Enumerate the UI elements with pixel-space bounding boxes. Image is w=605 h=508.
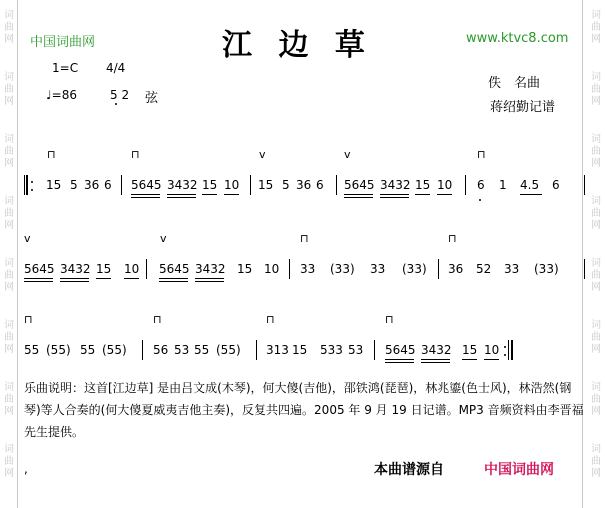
repeat-dot [504,346,506,348]
bar-line [146,259,147,279]
song-title: 江 边 草 [222,28,373,63]
watermark-text: 词曲网 [4,72,14,107]
note-group: 5 [282,178,290,192]
note-group: (33) [534,262,559,276]
note-group: 33 [504,262,520,276]
composer-credit: 佚 名曲 [488,76,541,91]
watermark-text: 词曲网 [591,258,601,293]
underline-beam [421,359,450,360]
down-bow-mark: ⊓ [153,313,162,326]
watermark-text: 词曲网 [591,382,601,417]
watermark-text: 词曲网 [591,134,601,169]
bar-line [256,340,257,360]
note-group: 1 [499,178,507,192]
note-group: 53 [348,343,364,357]
note-group: 15 [46,178,62,192]
repeat-dot [504,354,506,356]
down-bow-mark: ⊓ [300,232,309,245]
bar-line [438,259,439,279]
underline-beam [385,362,414,363]
site-url-right[interactable]: www.ktvc8.com [466,31,569,46]
note-group: 5 [70,178,78,192]
note-group: 15 [462,343,478,357]
note-group: 3432 [380,178,411,192]
repeat-start-thick-bar [26,175,28,195]
underline-beam [380,194,409,195]
note-group: (55) [46,343,71,357]
tuning-suffix: 弦 [145,91,159,106]
note-group: 15 [237,262,253,276]
down-bow-mark: ⊓ [266,313,275,326]
note-group: 4.5 [520,178,540,192]
note-group: 15 [292,343,308,357]
note-group: 3432 [195,262,226,276]
note-group: 33 [370,262,386,276]
down-bow-mark: ⊓ [47,148,56,161]
note-group: 36 [448,262,464,276]
bar-line [584,175,585,195]
underline-beam [131,197,160,198]
down-bow-mark: ⊓ [385,313,394,326]
note-group: 6 [104,178,112,192]
note-group: (33) [402,262,427,276]
note-group: (33) [330,262,355,276]
transcriber-credit: 蒋绍勤记谱 [490,100,556,115]
up-bow-mark: v [24,232,31,245]
stray-comma: , [24,462,28,476]
note-group: 15 [258,178,274,192]
key-signature: 1=C [52,61,79,75]
underline-beam [462,359,477,360]
tempo-marking: ♩=86 [46,88,77,102]
note-group: 10 [124,262,140,276]
note-group: 6 [477,178,485,192]
note-group: 6 [552,178,560,192]
bar-line [508,340,509,360]
note-group: 5645 [159,262,190,276]
repeat-dot [31,181,33,183]
up-bow-mark: v [344,148,351,161]
note-group: 313 [266,343,289,357]
tuning-low-dot [115,103,117,105]
note-group: 6 [316,178,324,192]
music-notes-description: 乐曲说明：这首[江边草] 是由吕文成(木琴)，何大傻(吉他)，邵铁鸿(琵琶)，林兆鎏(色士风)，林浩然(钢琴)等人合奏的(何大傻夏威夷吉他主奏)，反复共四遍。2005 年 9 月 19 日记谱。MP3 音频资料由李晋福先生提供。 [24,381,584,439]
up-bow-mark: v [160,232,167,245]
underline-beam [24,278,53,279]
tuning-marking: 5 2 [110,88,130,102]
down-bow-mark: ⊓ [477,148,486,161]
underline-beam [124,278,139,279]
underline-beam [167,194,196,195]
down-bow-mark: ⊓ [448,232,457,245]
watermark-text: 词曲网 [4,196,14,231]
note-group: 15 [96,262,112,276]
underline-beam [131,194,160,195]
bar-line [142,340,143,360]
note-group: 33 [300,262,316,276]
underline-beam [344,194,373,195]
note-group: 5645 [24,262,55,276]
source-site-link[interactable]: 中国词曲网 [484,462,554,478]
note-group: 52 [476,262,492,276]
watermark-text: 词曲网 [591,72,601,107]
note-group: 533 [320,343,343,357]
note-group: 36 [84,178,100,192]
note-group: 5645 [344,178,375,192]
note-group: 15 [202,178,218,192]
watermark-text: 词曲网 [591,320,601,355]
watermark-text: 词曲网 [4,10,14,45]
underline-beam [159,281,188,282]
underline-beam [202,194,217,195]
watermark-text: 词曲网 [4,444,14,479]
watermark-text: 词曲网 [591,196,601,231]
bar-line [250,175,251,195]
underline-beam [96,278,111,279]
note-group: 10 [224,178,240,192]
note-group: 36 [296,178,312,192]
note-group: 5645 [131,178,162,192]
underline-beam [24,281,53,282]
underline-beam [344,197,373,198]
bar-line [465,175,466,195]
note-group: (55) [216,343,241,357]
bar-line [289,259,290,279]
underline-beam [484,359,499,360]
note-group: 55 [80,343,96,357]
underline-beam [159,278,188,279]
underline-beam [167,197,196,198]
down-bow-mark: ⊓ [131,148,140,161]
source-label: 本曲谱源自 [374,462,444,478]
watermark-text: 词曲网 [591,10,601,45]
watermark-text: 词曲网 [4,134,14,169]
note-group: 15 [415,178,431,192]
underline-beam [380,197,409,198]
note-group: 10 [437,178,453,192]
bar-line [336,175,337,195]
watermark-text: 词曲网 [591,444,601,479]
watermark-text: 词曲网 [4,320,14,355]
underline-beam [385,359,414,360]
note-group: 10 [264,262,280,276]
underline-beam [195,278,224,279]
repeat-end-thick-bar [511,340,513,360]
site-name-left[interactable]: 中国词曲网 [30,35,96,50]
watermark-text: 词曲网 [4,258,14,293]
underline-beam [415,194,430,195]
underline-beam [60,278,89,279]
note-group: 3432 [167,178,198,192]
repeat-dot [31,189,33,191]
bar-line [374,340,375,360]
note-group: 3432 [60,262,91,276]
note-group: 56 [153,343,169,357]
note-group: 55 [24,343,40,357]
underline-beam [195,281,224,282]
note-group: 5645 [385,343,416,357]
underline-beam [421,362,450,363]
underline-beam [60,281,89,282]
watermark-text: 词曲网 [4,382,14,417]
low-octave-dot [479,199,481,201]
underline-beam [437,194,452,195]
time-signature: 4/4 [106,61,126,75]
bar-line [24,175,25,195]
up-bow-mark: v [259,148,266,161]
note-group: 53 [174,343,190,357]
note-group: (55) [102,343,127,357]
underline-beam [224,194,239,195]
bar-line [584,259,585,279]
underline-beam [520,194,542,195]
note-group: 55 [194,343,210,357]
down-bow-mark: ⊓ [24,313,33,326]
bar-line [121,175,122,195]
note-group: 10 [484,343,500,357]
note-group: 3432 [421,343,452,357]
